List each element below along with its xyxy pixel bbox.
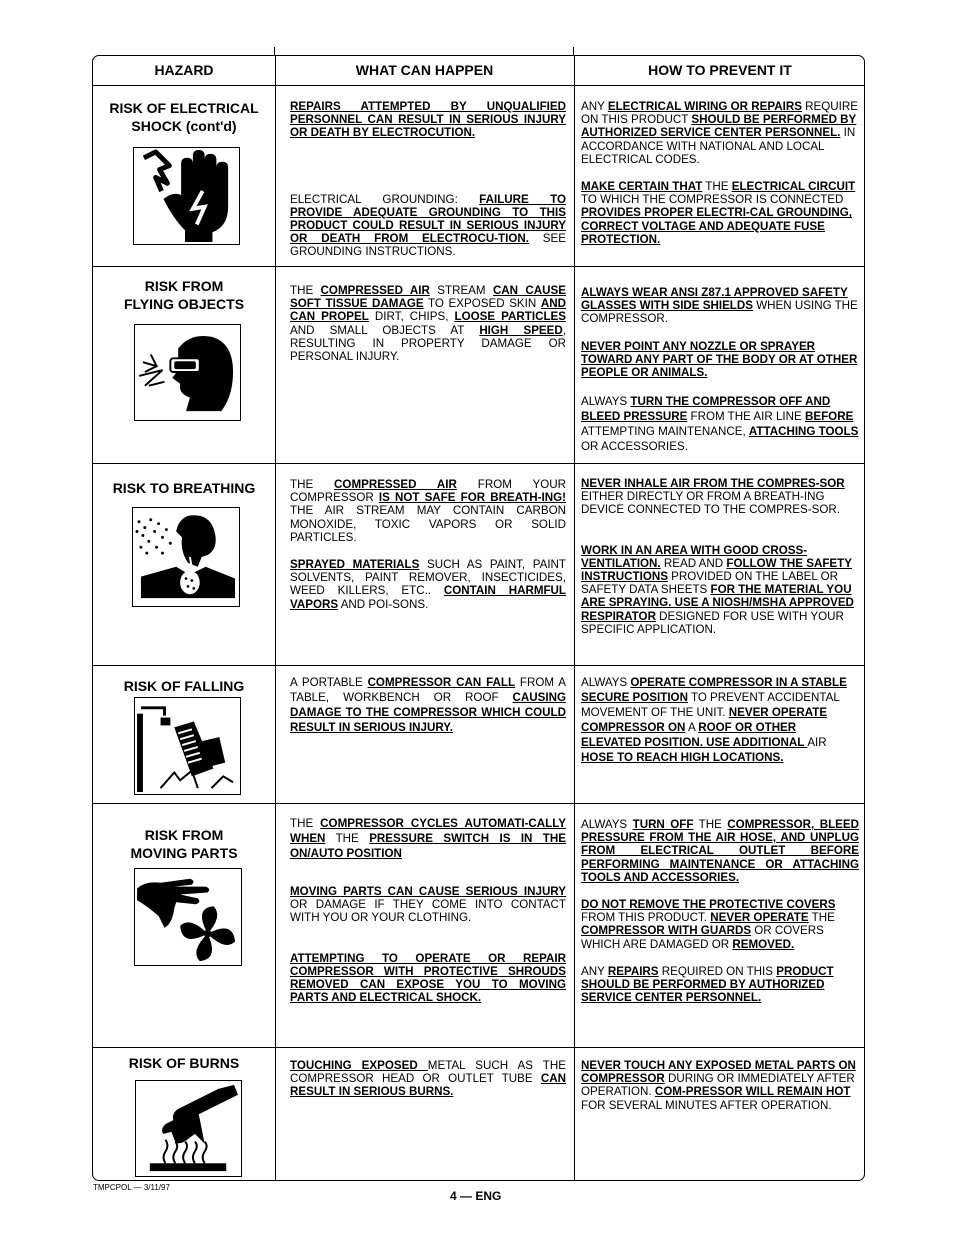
- body-text: TO EXPOSED SKIN: [423, 297, 541, 311]
- emphasized-text: ELEVATED POSITION. USE ADDITIONAL: [581, 736, 808, 749]
- row-divider: [93, 463, 864, 464]
- paragraph: [290, 284, 566, 363]
- body-text: TO WHICH THE COMPRESSOR IS CONNECTED: [581, 193, 844, 207]
- body-text: FROM THIS PRODUCT.: [581, 911, 711, 925]
- body-text: THE: [325, 832, 370, 845]
- paragraph: [290, 675, 566, 735]
- body-text: THE: [702, 180, 732, 194]
- body-text: AND POI-SONS.: [338, 597, 429, 611]
- emphasized-text: TOUCHING EXPOSED: [290, 1059, 428, 1072]
- body-text: READ AND: [660, 556, 727, 570]
- column-divider: [574, 56, 575, 1180]
- emphasized-text: WORK IN AN AREA WITH GOOD CROSS-VENTILATION.: [581, 543, 808, 570]
- body-text: THE: [808, 911, 835, 925]
- paragraph: [290, 193, 566, 259]
- body-text: REQUIRE ON THIS PRODUCT: [581, 100, 858, 127]
- what-can-happen-breathing: [290, 478, 566, 611]
- emphasized-text: COMPRESSOR CAN FALL: [367, 676, 516, 689]
- body-text: WHEN USING THE COMPRESSOR.: [581, 299, 858, 326]
- emphasized-text: NEVER POINT ANY NOZZLE OR SPRAYER TOWARD ANY PART OF THE BODY OR AT OTHER PEOPLE OR ANIMALS.: [581, 339, 858, 380]
- how-to-prevent-breathing: [581, 477, 859, 636]
- paragraph: [290, 1059, 566, 1099]
- paragraph: [581, 180, 859, 246]
- how-to-prevent-moving-parts: [581, 818, 859, 1004]
- how-to-prevent-falling: [581, 675, 859, 765]
- paragraph: [581, 1059, 859, 1112]
- falling-compressor-icon: [134, 697, 241, 795]
- paragraph: [581, 286, 859, 326]
- emphasized-text: PRODUCT SHOULD BE PERFORMED BY AUTHORIZED SERVICE CENTER PERSONNEL.: [581, 964, 834, 1005]
- paragraph: [581, 477, 859, 517]
- emphasized-text: NEVER TOUCH ANY EXPOSED METAL PARTS ON COMPRESSOR: [581, 1059, 856, 1086]
- document-code: TMPCPOL — 3/11/97: [93, 1183, 170, 1192]
- emphasized-text: LOOSE PARTICLES: [454, 310, 566, 324]
- hazard-title-falling: RISK OF FALLING: [123, 678, 245, 694]
- paragraph: [290, 816, 566, 861]
- column-divider: [275, 56, 276, 1180]
- how-to-prevent-electrical: [581, 100, 859, 246]
- body-text: FROM THE AIR LINE: [687, 410, 805, 424]
- row-divider: [93, 665, 864, 666]
- paragraph: [581, 818, 859, 884]
- body-text: THE: [290, 817, 321, 830]
- paragraph: [290, 952, 566, 1005]
- emphasized-text: HIGH SPEED: [479, 323, 563, 337]
- what-can-happen-falling: [290, 675, 566, 735]
- body-text: ANY: [581, 100, 608, 113]
- body-text: DESIGNED FOR USE WITH YOUR SPECIFIC APPLICATION.: [581, 609, 844, 636]
- emphasized-text: FOR THE MATERIAL YOU ARE SPRAYING. USE A NIOSH/MSHA APPROVED RESPIRATOR: [581, 583, 854, 623]
- emphasized-text: HOSE TO REACH HIGH LOCATIONS.: [581, 751, 784, 764]
- emphasized-text: ATTEMPTING TO OPERATE OR REPAIR COMPRESSOR WITH PROTECTIVE SHROUDS REMOVED CAN EXPOSE YOU TO MOVING PARTS AND ELECTRICAL SHOCK.: [290, 951, 566, 1005]
- emphasized-text: ELECTRICAL WIRING OR REPAIRS: [607, 100, 802, 113]
- emphasized-text: BEFORE: [804, 410, 854, 424]
- emphasized-text: ROOF OR OTHER: [698, 721, 797, 734]
- moving-parts-icon: [134, 868, 242, 966]
- emphasized-text: DO NOT REMOVE THE PROTECTIVE COVERS: [581, 898, 836, 912]
- what-can-happen-moving-parts: [290, 816, 566, 1004]
- body-text: ELECTRICAL GROUNDING:: [290, 192, 480, 206]
- emphasized-text: NEVER OPERATE COMPRESSOR ON: [581, 706, 828, 734]
- row-divider: [93, 266, 864, 267]
- column-tick: [274, 47, 275, 56]
- body-text: ALWAYS: [581, 395, 631, 409]
- body-text: ATTEMPTING MAINTENANCE,: [581, 425, 749, 439]
- emphasized-text: REMOVED.: [732, 937, 795, 951]
- emphasized-text: OPERATE COMPRESSOR IN A STABLE SECURE POSITION: [581, 676, 847, 704]
- paragraph: [581, 675, 859, 765]
- emphasized-text: COMPRESSOR CYCLES AUTOMATI-CALLY WHEN: [290, 817, 566, 845]
- emphasized-text: TURN THE COMPRESSOR OFF AND BLEED PRESSURE: [581, 395, 831, 424]
- what-can-happen-electrical: [290, 100, 566, 259]
- body-text: REQUIRED ON THIS: [658, 964, 777, 978]
- body-text: DIRT, CHIPS,: [368, 310, 455, 324]
- emphasized-text: CAN CAUSE SOFT TISSUE DAMAGE: [290, 284, 566, 311]
- hazard-title-flying-objects: RISK FROM FLYING OBJECTS: [123, 278, 245, 312]
- emphasized-text: ALWAYS WEAR ANSI Z87.1 APPROVED SAFETY GLASSES WITH SIDE SHIELDS: [581, 286, 848, 313]
- burns-hazard-icon: [135, 1080, 242, 1177]
- breathing-hazard-icon: [132, 507, 240, 607]
- emphasized-text: MAKE CERTAIN THAT: [581, 180, 703, 194]
- paragraph: [581, 394, 859, 454]
- body-text: ALWAYS: [581, 676, 631, 689]
- body-text: FOR SEVERAL MINUTES AFTER OPERATION.: [581, 1098, 832, 1112]
- emphasized-text: COMPRESSED AIR: [320, 284, 430, 297]
- paragraph: [581, 100, 859, 166]
- body-text: OR ACCESSORIES.: [581, 440, 688, 454]
- emphasized-text: TURN OFF: [632, 818, 694, 831]
- emphasized-text: CAUSING DAMAGE TO THE COMPRESSOR WHICH COULD RESULT IN SERIOUS INJURY.: [290, 691, 566, 734]
- hazard-table: [92, 55, 865, 1181]
- body-text: TO PREVENT ACCIDENTAL MOVEMENT OF THE UNIT.: [581, 691, 840, 719]
- hazard-title-moving-parts: RISK FROM MOVING PARTS: [130, 827, 238, 861]
- emphasized-text: NEVER OPERATE: [710, 911, 809, 925]
- flying-objects-icon: [134, 324, 241, 421]
- body-text: PROVIDED ON THE LABEL OR SAFETY DATA SHEETS: [581, 570, 839, 597]
- emphasized-text: CONTAIN HARMFUL VAPORS: [290, 584, 567, 611]
- body-text: AIR: [807, 736, 827, 749]
- emphasized-text: NEVER INHALE AIR FROM THE COMPRES-SOR: [581, 477, 845, 490]
- paragraph: [581, 965, 859, 1005]
- body-text: SEE GROUNDING INSTRUCTIONS.: [290, 232, 567, 259]
- body-text: SUCH AS PAINT, PAINT SOLVENTS, PAINT REMOVER, INSECTICIDES, WEED KILLERS, ETC..: [290, 558, 566, 598]
- emphasized-text: PRESSURE SWITCH IS IN THE ON/AUTO POSITION: [290, 832, 566, 860]
- paragraph: [581, 898, 859, 951]
- page-number: 4 — ENG: [450, 1189, 502, 1203]
- hazard-title-burns: RISK OF BURNS: [128, 1055, 240, 1071]
- emphasized-text: AND CAN PROPEL: [290, 297, 566, 324]
- electrical-shock-icon: [133, 147, 240, 245]
- header-how-to-prevent: HOW TO PREVENT IT: [648, 62, 792, 78]
- emphasized-text: CAN RESULT IN SERIOUS BURNS.: [290, 1072, 566, 1099]
- paragraph: [290, 100, 566, 140]
- paragraph: [581, 340, 859, 380]
- column-tick: [573, 47, 574, 56]
- body-text: OR COVERS WHICH ARE DAMAGED OR: [581, 924, 824, 951]
- what-can-happen-flying-objects: [290, 284, 566, 363]
- hazard-title-electrical: RISK OF ELECTRICAL SHOCK (cont'd): [109, 100, 259, 134]
- row-divider: [93, 803, 864, 804]
- body-text: FROM A TABLE, WORKBENCH OR ROOF: [290, 676, 566, 704]
- body-text: THE: [693, 818, 728, 831]
- body-text: EITHER DIRECTLY OR FROM A BREATH-ING DEVICE CONNECTED TO THE COMPRES-SOR.: [581, 490, 840, 517]
- row-divider: [93, 85, 864, 86]
- hazard-title-breathing: RISK TO BREATHING: [112, 480, 256, 496]
- header-hazard: HAZARD: [154, 62, 214, 78]
- header-what-can-happen: WHAT CAN HAPPEN: [355, 62, 494, 78]
- emphasized-text: IS NOT SAFE FOR BREATH-ING!: [378, 491, 566, 505]
- emphasized-text: MOVING PARTS CAN CAUSE SERIOUS INJURY: [290, 885, 566, 898]
- body-text: THE AIR STREAM MAY CONTAIN CARBON MONOXIDE, TOXIC VAPORS OR SOLID PARTICLES.: [290, 504, 566, 544]
- body-text: FROM YOUR COMPRESSOR: [290, 478, 566, 505]
- emphasized-text: FOLLOW THE SAFETY INSTRUCTIONS: [581, 556, 852, 584]
- body-text: DURING OR IMMEDIATELY AFTER OPERATION.: [581, 1072, 855, 1099]
- emphasized-text: PROVIDES PROPER ELECTRI-CAL GROUNDING, CORRECT VOLTAGE AND ADEQUATE FUSE PROTECTION.: [581, 206, 852, 246]
- emphasized-text: REPAIRS: [607, 964, 659, 978]
- emphasized-text: SHOULD BE PERFORMED BY AUTHORIZED SERVICE CENTER PERSONNEL.: [581, 113, 857, 140]
- body-text: STREAM: [429, 284, 493, 297]
- body-text: METAL SUCH AS THE COMPRESSOR HEAD OR OUTLET TUBE: [290, 1059, 566, 1086]
- body-text: ANY: [581, 964, 608, 978]
- body-text: IN ACCORDANCE WITH NATIONAL AND LOCAL ELECTRICAL CODES.: [581, 126, 856, 166]
- how-to-prevent-burns: [581, 1059, 859, 1112]
- paragraph: [290, 885, 566, 925]
- how-to-prevent-flying-objects: [581, 286, 859, 454]
- emphasized-text: FAILURE TO PROVIDE ADEQUATE GROUNDING TO THIS PRODUCT COULD RESULT IN SERIOUS INJURY OR DEATH FROM ELECTROCU-TION.: [290, 192, 566, 246]
- body-text: THE: [290, 284, 321, 297]
- body-text: ALWAYS: [581, 818, 633, 831]
- body-text: A: [685, 721, 699, 734]
- emphasized-text: COMPRESSOR WITH GUARDS: [581, 924, 752, 938]
- emphasized-text: COMPRESSED AIR: [334, 478, 457, 491]
- emphasized-text: REPAIRS ATTEMPTED BY UNQUALIFIED PERSONNEL CAN RESULT IN SERIOUS INJURY OR DEATH BY ELECTROCUTION.: [290, 100, 566, 140]
- paragraph: [290, 558, 566, 611]
- body-text: AND SMALL OBJECTS AT: [290, 323, 480, 337]
- emphasized-text: COMPRESSOR, BLEED PRESSURE FROM THE AIR HOSE, AND UNPLUG FROM ELECTRICAL OUTLET BEFORE PERFORMING MAINTENANCE OR ATTACHING TOOLS AND ACCESSORIES.: [581, 818, 859, 884]
- emphasized-text: SPRAYED MATERIALS: [290, 558, 420, 572]
- paragraph: [581, 544, 859, 636]
- body-text: THE: [290, 478, 335, 491]
- emphasized-text: ATTACHING TOOLS: [748, 425, 859, 439]
- what-can-happen-burns: [290, 1059, 566, 1099]
- emphasized-text: COM-PRESSOR WILL REMAIN HOT: [654, 1085, 851, 1099]
- body-text: OR DAMAGE IF THEY COME INTO CONTACT WITH YOU OR YOUR CLOTHING.: [290, 898, 566, 925]
- emphasized-text: ELECTRICAL CIRCUIT: [731, 180, 856, 194]
- body-text: A PORTABLE: [290, 676, 368, 689]
- body-text: , RESULTING IN PROPERTY DAMAGE OR PERSONAL INJURY.: [290, 323, 567, 364]
- row-divider: [93, 1047, 864, 1048]
- paragraph: [290, 478, 566, 544]
